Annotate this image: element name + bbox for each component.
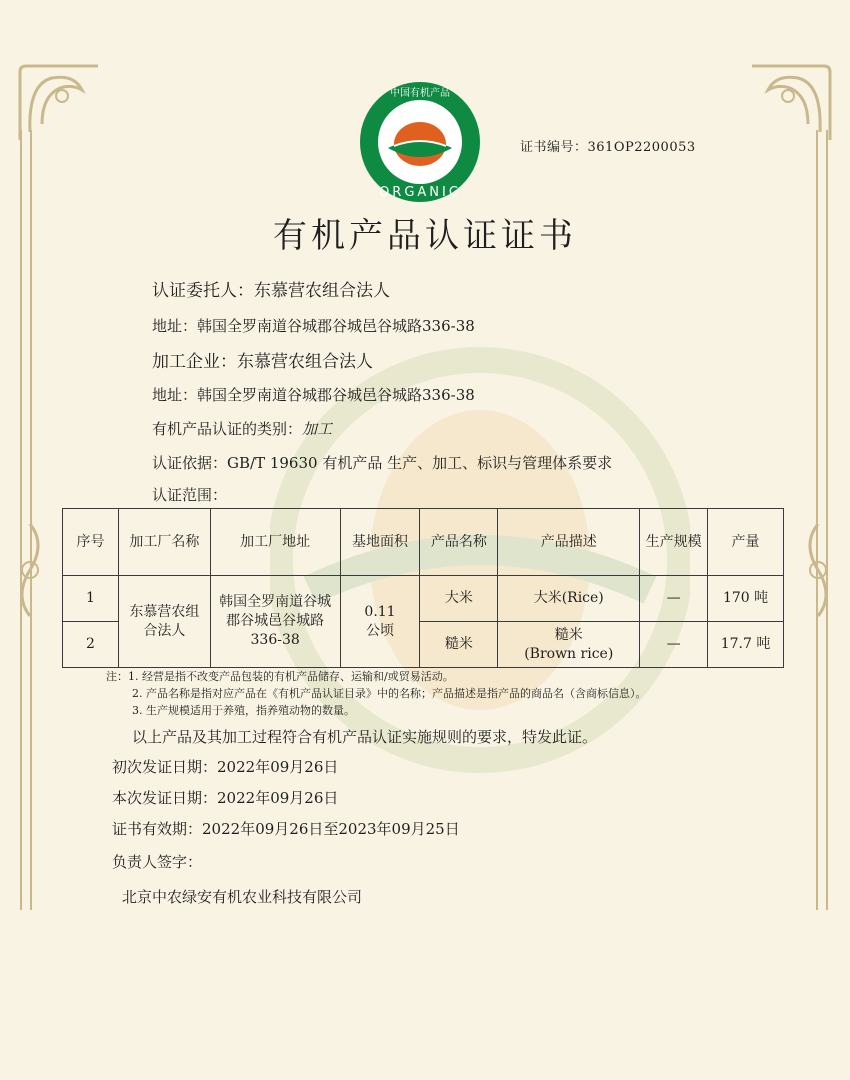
current-issue-label: 本次发证日期： xyxy=(112,789,218,807)
cell-product-name: 大米 xyxy=(420,576,498,622)
cell-scale: — xyxy=(640,576,708,622)
cell-no: 1 xyxy=(63,576,119,622)
base-area-value: 0.11 xyxy=(364,603,396,620)
validity-value: 2022年09月26日至2023年09月25日 xyxy=(202,820,460,838)
cell-plant-address: 韩国全罗南道谷城郡谷城邑谷城路 336-38 xyxy=(210,576,340,668)
current-issue-date xyxy=(112,787,338,808)
applicant-value: 东慕营农组合法人 xyxy=(254,281,390,301)
cell-output: 17.7 吨 xyxy=(708,622,784,668)
processor-value: 东慕营农组合法人 xyxy=(237,352,373,372)
note-2: 2. 产品名称是指对应产品在《有机产品认证目录》中的名称；产品描述是指产品的商品名（含商标信息）。 xyxy=(132,687,647,700)
side-ornament-left xyxy=(10,520,50,620)
first-issue-date xyxy=(112,756,338,777)
first-issue-value: 2022年09月26日 xyxy=(217,758,339,776)
cell-plant-name: 东慕营农组合法人 xyxy=(118,576,210,668)
product-desc-cn: 糙米 xyxy=(554,626,583,643)
cell-base-area xyxy=(340,576,420,668)
col-header-plant-name: 加工厂名称 xyxy=(118,509,210,576)
logo-en-text: ORGANIC xyxy=(379,185,461,200)
certificate-number xyxy=(520,136,696,155)
notes xyxy=(106,668,647,719)
issuing-organization: 北京中农绿安有机农业科技有限公司 xyxy=(122,888,363,906)
notes-prefix: 注： xyxy=(106,670,128,683)
processor-address-field xyxy=(152,384,475,405)
col-header-plant-address: 加工厂地址 xyxy=(210,509,340,576)
base-area-unit: 公顷 xyxy=(366,622,395,639)
china-organic-logo xyxy=(358,80,482,204)
note-3: 3. 生产规模适用于养殖，指养殖动物的数量。 xyxy=(132,704,355,717)
cell-product-desc: 大米(Rice) xyxy=(498,576,640,622)
basis-field xyxy=(152,452,612,473)
processor-label: 加工企业： xyxy=(152,352,237,372)
declaration: 以上产品及其加工过程符合有机产品认证实施规则的要求，特发此证。 xyxy=(132,728,598,746)
corner-ornament-top-left xyxy=(12,62,102,142)
col-header-no: 序号 xyxy=(63,509,119,576)
scope-label: 认证范围： xyxy=(152,486,228,504)
applicant-address-label: 地址： xyxy=(152,317,198,335)
applicant-address-field xyxy=(152,315,475,336)
first-issue-label: 初次发证日期： xyxy=(112,758,218,776)
col-header-base-area: 基地面积 xyxy=(340,509,420,576)
col-header-product-desc: 产品描述 xyxy=(498,509,640,576)
scope-table xyxy=(62,508,784,668)
processor-address-value: 韩国全罗南道谷城郡谷城邑谷城路336-38 xyxy=(197,386,475,404)
cell-no: 2 xyxy=(63,622,119,668)
col-header-output: 产量 xyxy=(708,509,784,576)
basis-value: GB/T 19630 有机产品 生产、加工、标识与管理体系要求 xyxy=(227,454,613,472)
table-row xyxy=(63,576,784,622)
col-header-scale: 生产规模 xyxy=(640,509,708,576)
col-header-product-name: 产品名称 xyxy=(420,509,498,576)
category-value: 加工 xyxy=(302,420,333,438)
applicant-label: 认证委托人： xyxy=(152,281,254,301)
cell-output: 170 吨 xyxy=(708,576,784,622)
note-1 xyxy=(106,668,647,685)
category-label: 有机产品认证的类别： xyxy=(152,420,303,438)
logo-cn-text: 中国有机产品 xyxy=(390,88,450,99)
cell-product-name: 糙米 xyxy=(420,622,498,668)
certificate-number-label: 证书编号： xyxy=(520,140,588,155)
processor-field xyxy=(152,347,373,372)
validity-period xyxy=(112,818,460,839)
side-ornament-right xyxy=(798,520,838,620)
table-header-row xyxy=(63,509,784,576)
category-field xyxy=(152,418,332,439)
signature-label: 负责人签字： xyxy=(112,853,203,871)
basis-label: 认证依据： xyxy=(152,454,228,472)
product-desc-en: (Brown rice) xyxy=(524,645,614,662)
applicant-field xyxy=(152,276,390,301)
validity-label: 证书有效期： xyxy=(112,820,203,838)
cell-product-desc xyxy=(498,622,640,668)
applicant-address-value: 韩国全罗南道谷城郡谷城邑谷城路336-38 xyxy=(197,317,475,335)
current-issue-value: 2022年09月26日 xyxy=(217,789,339,807)
note-1-text: 1. 经营是指不改变产品包装的有机产品储存、运输和/或贸易活动。 xyxy=(128,670,454,683)
corner-ornament-top-right xyxy=(748,62,838,142)
page-title: 有机产品认证证书 xyxy=(273,216,577,256)
processor-address-label: 地址： xyxy=(152,386,198,404)
certificate-number-value: 361OP2200053 xyxy=(587,140,696,155)
cell-scale: — xyxy=(640,622,708,668)
